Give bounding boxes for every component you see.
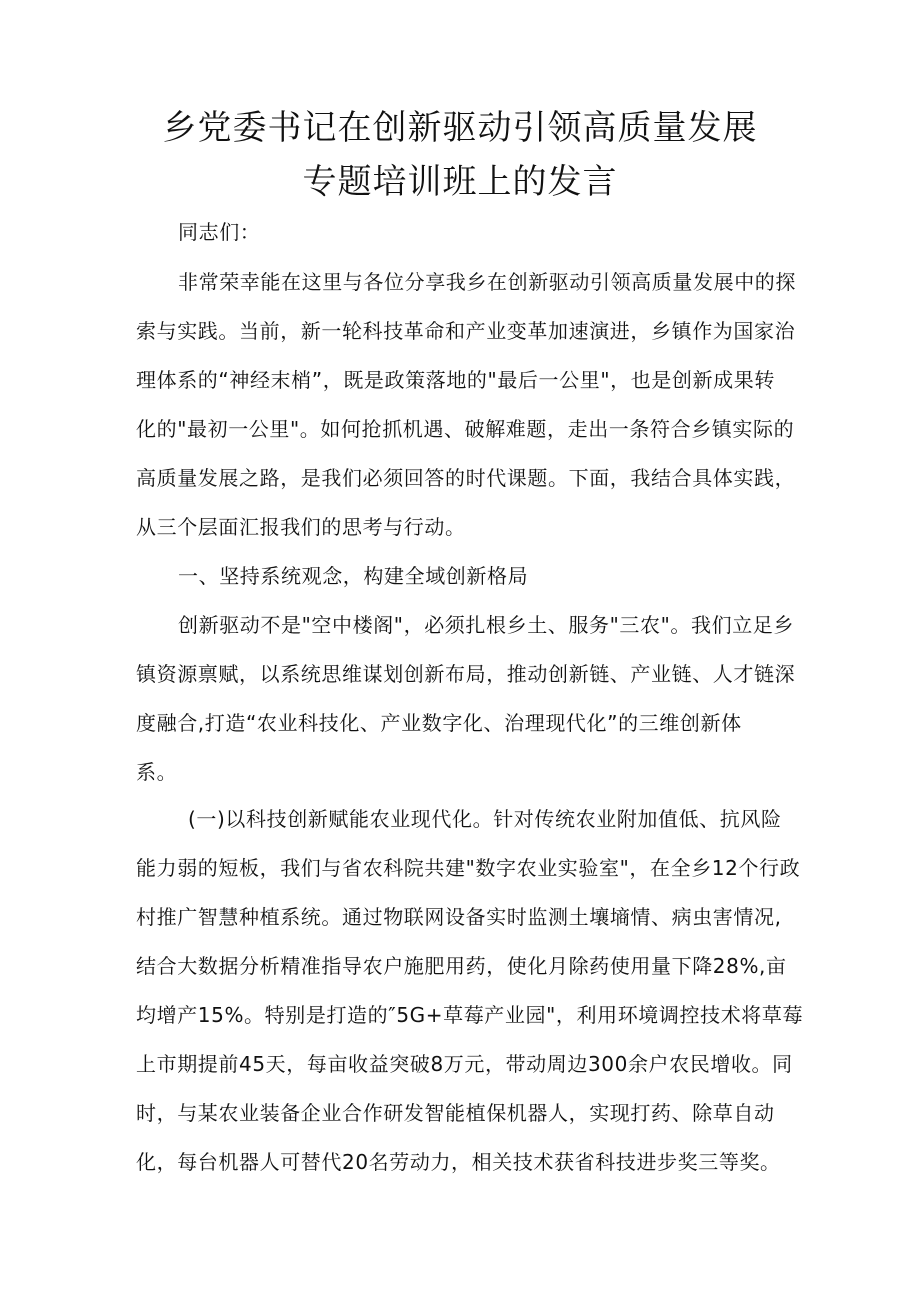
paragraph-line: 从三个层面汇报我们的思考与行动。 xyxy=(136,515,466,539)
paragraph-line: 时，与某农业装备企业合作研发智能植保机器人，实现打药、除草自动 xyxy=(136,1101,775,1125)
paragraph-line: 能力弱的短板，我们与省农科院共建"数字农业实验室"，在全乡12个行政 xyxy=(136,856,801,880)
paragraph-line: 均增产15%。特别是打造的″5G+草莓产业园"，利用环境调控技术将草莓 xyxy=(136,1003,804,1027)
paragraph-line: 非常荣幸能在这里与各位分享我乡在创新驱动引领高质量发展中的探 xyxy=(178,270,796,294)
paragraph-line: 村推广智慧种植系统。通过物联网设备实时监测土壤墒情、病虫害情况, xyxy=(136,905,782,929)
paragraph-line: 创新驱动不是"空中楼阁"，必须扎根乡土、服务"三农"。我们立足乡 xyxy=(178,613,794,637)
section-heading: 一、坚持系统观念，构建全域创新格局 xyxy=(178,564,529,588)
document-title-line-1: 乡党委书记在创新驱动引领高质量发展 xyxy=(162,108,758,148)
paragraph-line: 镇资源禀赋，以系统思维谋划创新布局，推动创新链、产业链、人才链深 xyxy=(136,662,796,686)
paragraph-line: 度融合,打造“农业科技化、产业数字化、治理现代化”的三维创新体 xyxy=(136,711,742,735)
paragraph-line: 化的"最初一公里"。如何抢抓机遇、破解难题，走出一条符合乡镇实际的 xyxy=(136,417,795,441)
paragraph-line: 索与实践。当前，新一轮科技革命和产业变革加速演进，乡镇作为国家治 xyxy=(136,319,796,343)
salutation: 同志们： xyxy=(178,220,261,244)
paragraph-line: 结合大数据分析精准指导农户施肥用药，使化月除药使用量下降28%,亩 xyxy=(136,954,787,978)
paragraph-line: 上市期提前45天，每亩收益突破8万元，带动周边300余户农民增收。同 xyxy=(136,1052,793,1076)
paragraph-line: (一)以科技创新赋能农业现代化。针对传统农业附加值低、抗风险 xyxy=(188,807,782,831)
document-title-line-2: 专题培训班上的发言 xyxy=(302,162,618,202)
paragraph-line: 高质量发展之路，是我们必须回答的时代课题。下面，我结合具体实践， xyxy=(136,466,796,490)
paragraph-line: 化，每台机器人可替代20名劳动力，相关技术获省科技进步奖三等奖。 xyxy=(136,1150,781,1174)
paragraph-line: 系。 xyxy=(136,760,178,784)
paragraph-line: 理体系的“神经末梢”，既是政策落地的"最后一公里"，也是创新成果转 xyxy=(136,368,775,392)
